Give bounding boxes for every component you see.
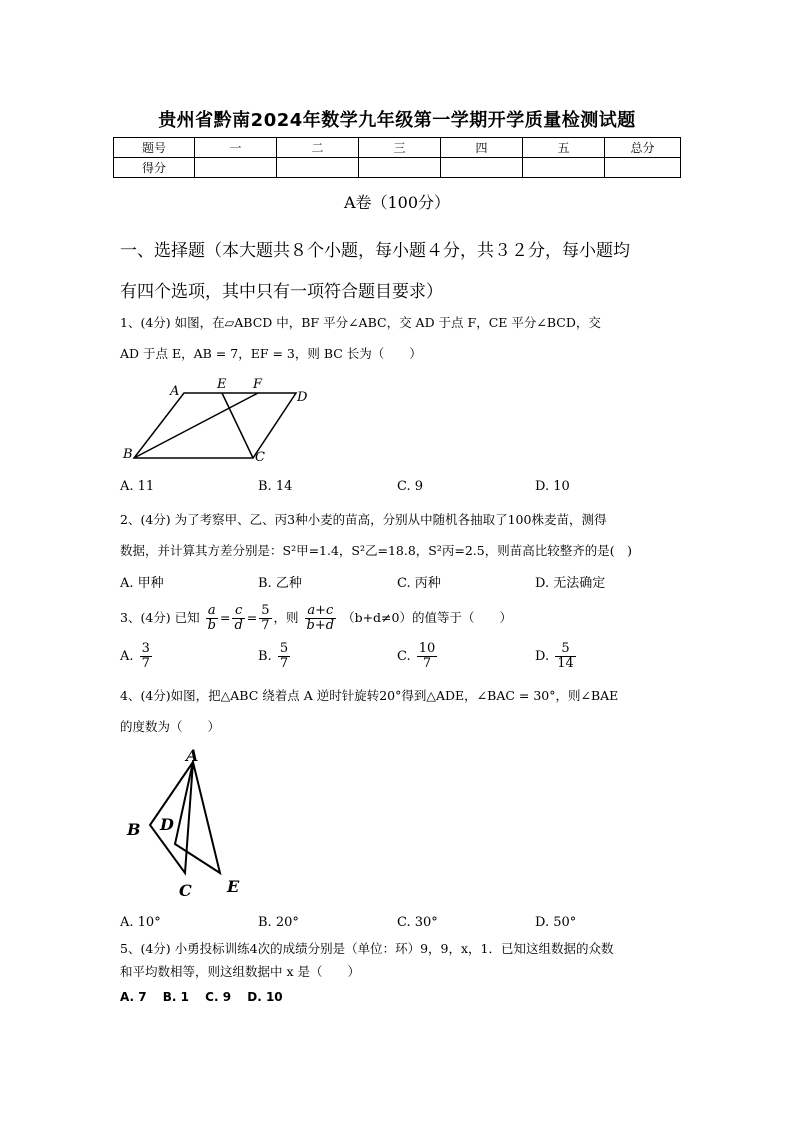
table-cell: 题号 — [114, 138, 195, 158]
question-2-text — [120, 504, 680, 566]
label-e: E — [217, 377, 227, 392]
denominator: d — [234, 618, 243, 633]
question-4-text — [120, 680, 680, 742]
question-line: 4、(4分)如图，把△ABC 绕着点 A 逆时针旋转20°得到△ADE，∠BAC = 30°，则∠BAE — [120, 688, 619, 703]
denominator: b — [207, 618, 216, 633]
option-fraction — [278, 642, 290, 671]
table-row — [114, 158, 681, 178]
label-f: F — [253, 377, 263, 392]
table-cell — [359, 158, 441, 178]
option: B. 20° — [258, 915, 299, 930]
denominator: 7 — [279, 656, 289, 671]
line-bf — [134, 393, 258, 458]
option: B. 乙种 — [258, 576, 302, 591]
option: B. 14 — [258, 479, 293, 494]
numerator: c — [232, 604, 244, 619]
table-cell — [277, 158, 359, 178]
question-suffix: （b+d≠0）的值等于（ ） — [342, 610, 512, 625]
label-a: A — [170, 384, 180, 399]
page-title: 贵州省黔南2024年数学九年级第一学期开学质量检测试题 — [158, 110, 636, 131]
question-line: 5、(4分) 小勇投标训练4次的成绩分别是（单位：环）9，9，x，1．已知这组数据的众数 — [120, 941, 614, 956]
fraction-c-d — [232, 604, 244, 633]
option: D. 10 — [535, 479, 570, 494]
denominator: 7 — [422, 656, 432, 671]
option — [120, 642, 154, 671]
section-heading — [120, 231, 680, 313]
table-cell — [605, 158, 681, 178]
question-prefix: 3、(4分) 已知 — [120, 610, 200, 625]
denominator: 14 — [557, 656, 574, 671]
option-fraction — [417, 642, 438, 671]
option-letter: B. — [258, 649, 272, 664]
numerator: 5 — [261, 603, 270, 618]
table-cell — [195, 158, 277, 178]
numerator: a — [206, 604, 218, 619]
table-cell — [523, 158, 605, 178]
denominator: 7 — [141, 656, 150, 671]
parallelogram-figure — [120, 374, 320, 466]
label-b: B — [123, 447, 133, 462]
section-subtitle: A卷（100分） — [343, 193, 451, 212]
label-d: D — [297, 390, 308, 405]
question-line: 的度数为（ ） — [120, 719, 221, 734]
table-cell: 总分 — [605, 138, 681, 158]
option — [535, 642, 578, 671]
denominator: 7 — [261, 618, 270, 633]
fraction-5-7 — [259, 604, 271, 633]
label-d: D — [160, 815, 174, 834]
line-ce — [222, 393, 253, 458]
question-line: 数据，并计算其方差分别是：S²甲=1.4，S²乙=18.8，S²丙=2.5，则苗高比较整齐的是( ) — [120, 543, 632, 558]
option: C. 30° — [397, 915, 438, 930]
question-line: 1、(4分) 如图，在▱ABCD 中，BF 平分∠ABC，交 AD 于点 F，CE 平分∠BCD，交 — [120, 315, 601, 330]
label-b: B — [127, 820, 141, 839]
option: D. 50° — [535, 915, 577, 930]
score-table — [113, 137, 681, 178]
question-line: 2、(4分) 为了考察甲、乙、丙3种小麦的苗高，分别从中随机各抽取了100株麦苗，测得 — [120, 512, 607, 527]
question-line: 和平均数相等，则这组数据中 x 是（ ） — [120, 964, 360, 979]
label-c: C — [179, 881, 192, 898]
option-fraction — [140, 642, 152, 671]
table-cell: 二 — [277, 138, 359, 158]
label-c: C — [255, 450, 265, 465]
question-mid: ，则 — [273, 610, 299, 625]
question-5-options: A. 7 B. 1 C. 9 D. 10 — [120, 990, 283, 1004]
option-letter: C. — [397, 649, 411, 664]
table-cell: 三 — [359, 138, 441, 158]
option — [258, 642, 292, 671]
label-a: A — [186, 746, 199, 765]
option: A. 11 — [120, 479, 155, 494]
table-cell: 得分 — [114, 158, 195, 178]
table-cell — [441, 158, 523, 178]
section-heading-line: 一、选择题（本大题共８个小题，每小题４分，共３２分，每小题均 — [120, 241, 630, 261]
option: C. 9 — [397, 479, 424, 494]
table-cell: 五 — [523, 138, 605, 158]
label-e: E — [227, 877, 240, 896]
numerator: 10 — [418, 641, 436, 656]
parallelogram-shape — [134, 393, 296, 458]
fraction-sum — [305, 604, 337, 633]
denominator: b+d — [306, 618, 335, 633]
question-3-text: 3、(4分) 已知 $\frac{a}{b}$ = $\frac{c}{d}$ = $\frac{5}{7}$ ，则 $\frac{a+c}{b+d}$ （b+d≠0）的值等于（ ） — [120, 603, 512, 633]
option-letter: A. — [120, 649, 134, 664]
section-heading-line: 有四个选项，其中只有一项符合题目要求） — [120, 282, 443, 302]
option: D. 无法确定 — [535, 576, 606, 591]
fraction-a-b — [206, 604, 218, 633]
option-letter: D. — [535, 649, 550, 664]
numerator: 5 — [279, 641, 289, 656]
option — [397, 642, 439, 671]
numerator: 5 — [555, 642, 576, 657]
rotation-figure — [120, 744, 260, 898]
question-line: AD 于点 E，AB = 7，EF = 3，则 BC 长为（ ） — [120, 346, 422, 361]
option: C. 丙种 — [397, 576, 441, 591]
numerator: 3 — [141, 641, 150, 656]
numerator: a+c — [305, 604, 337, 619]
option: A. 甲种 — [120, 576, 164, 591]
option: A. 10° — [120, 915, 161, 930]
table-row — [114, 138, 681, 158]
table-cell: 四 — [441, 138, 523, 158]
option-fraction — [555, 642, 576, 671]
question-1-text — [120, 307, 680, 369]
table-cell: 一 — [195, 138, 277, 158]
question-5-text — [120, 937, 680, 983]
